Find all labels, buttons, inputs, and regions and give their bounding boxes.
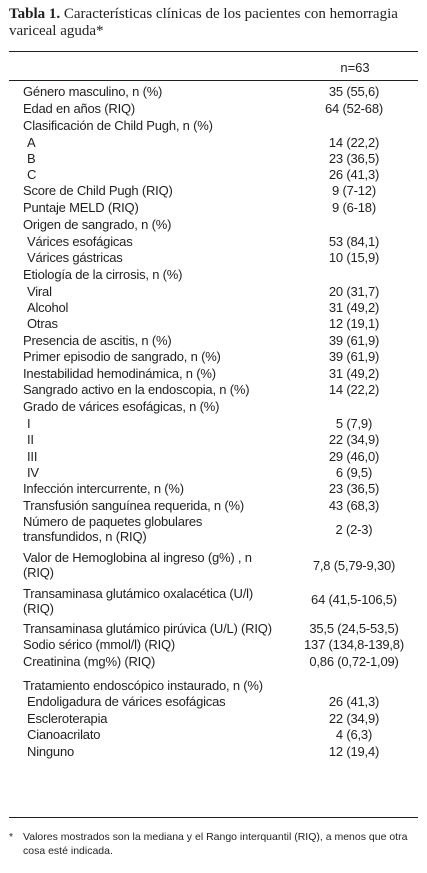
row-value: 23 (36,5) — [328, 481, 380, 496]
row-value: 39 (61,9) — [328, 333, 380, 348]
row-value: 22 (34,9) — [328, 711, 380, 726]
row-label: C — [27, 167, 37, 182]
row-label: Creatinina (mg%) (RIQ) — [23, 654, 156, 669]
row-label: III — [27, 449, 38, 464]
row-label: Score de Child Pugh (RIQ) — [23, 183, 173, 198]
table-label: Tabla 1. — [9, 6, 61, 22]
row-label: Primer episodio de sangrado, n (%) — [23, 349, 221, 364]
row-value: 22 (34,9) — [328, 432, 380, 447]
row-value: 31 (49,2) — [328, 300, 380, 315]
row-label: Origen de sangrado, n (%) — [23, 217, 172, 232]
footnote-mark: * — [9, 831, 14, 843]
row-label: Etiología de la cirrosis, n (%) — [23, 267, 183, 282]
row-label: Edad en años (RIQ) — [23, 101, 136, 116]
row-label: Sodio sérico (mmol/l) (RIQ) — [23, 637, 176, 652]
row-label: Otras — [27, 316, 58, 331]
row-value: 26 (41,3) — [328, 167, 380, 182]
row-value: 39 (61,9) — [328, 349, 380, 364]
row-value: 137 (134,8-139,8) — [304, 637, 404, 652]
row-label: Infección intercurrente, n (%) — [23, 481, 184, 496]
row-value: 14 (22,2) — [328, 135, 380, 150]
row-value: 12 (19,1) — [328, 316, 380, 331]
table-caption — [9, 6, 419, 40]
row-label: Número de paquetes globulares transfundidos, n (RIQ) — [23, 514, 203, 544]
row-label: Viral — [27, 284, 52, 299]
row-value: 2 (2-3) — [335, 522, 373, 537]
row-value: 9 (6-18) — [332, 200, 376, 215]
bottom-rule — [9, 817, 418, 818]
row-value: 20 (31,7) — [328, 284, 380, 299]
row-label: Inestabilidad hemodinámica, n (%) — [23, 366, 216, 381]
row-label: B — [27, 151, 36, 166]
row-value: 6 (9,5) — [335, 465, 373, 480]
row-label: Sangrado activo en la endoscopia, n (%) — [23, 382, 250, 397]
row-label: Grado de várices esofágicas, n (%) — [23, 399, 220, 414]
row-label: Valor de Hemoglobina al ingreso (g%) , n (RIQ) — [23, 550, 252, 580]
row-label: I — [27, 416, 31, 431]
row-label: Presencia de ascitis, n (%) — [23, 333, 172, 348]
row-label: Endoligadura de várices esofágicas — [27, 694, 226, 709]
top-rule — [9, 51, 418, 52]
row-label: Alcohol — [27, 300, 69, 315]
row-value: 53 (84,1) — [328, 234, 380, 249]
row-label: Cianoacrilato — [27, 727, 101, 742]
column-header-n: n=63 — [340, 60, 370, 75]
row-value: 0,86 (0,72-1,09) — [309, 654, 399, 669]
row-label: Transfusión sanguínea requerida, n (%) — [23, 498, 244, 513]
row-value: 43 (68,3) — [328, 498, 380, 513]
row-label: Escleroterapia — [27, 711, 108, 726]
row-value: 7,8 (5,79-9,30) — [312, 558, 396, 573]
row-value: 31 (49,2) — [328, 366, 380, 381]
footnote-text: Valores mostrados son la mediana y el Rango interquantil (RIQ), a menos que otra cosa esté indicada. — [23, 831, 408, 857]
row-label: IV — [27, 465, 39, 480]
row-label: Várices gástricas — [27, 250, 123, 265]
header-rule — [9, 80, 418, 81]
row-label: II — [27, 432, 34, 447]
row-value: 35,5 (24,5-53,5) — [309, 621, 399, 636]
row-value: 12 (19,4) — [328, 744, 380, 759]
row-value: 5 (7,9) — [335, 416, 373, 431]
row-label: A — [27, 135, 36, 150]
row-label: Género masculino, n (%) — [23, 84, 163, 99]
table-footnote — [9, 830, 419, 858]
row-value: 26 (41,3) — [328, 694, 380, 709]
table-title: Características clínicas de los pacientes con hemorragia variceal aguda* — [9, 6, 398, 39]
row-value: 9 (7-12) — [332, 183, 376, 198]
row-value: 10 (15,9) — [328, 250, 380, 265]
column-header — [0, 60, 427, 76]
row-label: Tratamiento endoscópico instaurado, n (%) — [23, 678, 263, 693]
row-value: 64 (52-68) — [325, 101, 383, 116]
row-label: Várices esofágicas — [27, 234, 133, 249]
row-value: 29 (46,0) — [328, 449, 380, 464]
row-value: 23 (36,5) — [328, 151, 380, 166]
row-value: 35 (55,6) — [328, 84, 380, 99]
row-label: Puntaje MELD (RIQ) — [23, 200, 139, 215]
row-value: 14 (22,2) — [328, 382, 380, 397]
row-label: Transaminasa glutámico pirúvica (U/L) (RIQ) — [23, 621, 272, 636]
row-label: Ninguno — [27, 744, 75, 759]
row-value: 64 (41,5-106,5) — [311, 592, 397, 607]
row-value: 4 (6,3) — [335, 727, 373, 742]
row-label: Transaminasa glutámico oxalacética (U/l) (RIQ) — [23, 586, 253, 616]
row-label: Clasificación de Child Pugh, n (%) — [23, 118, 213, 133]
